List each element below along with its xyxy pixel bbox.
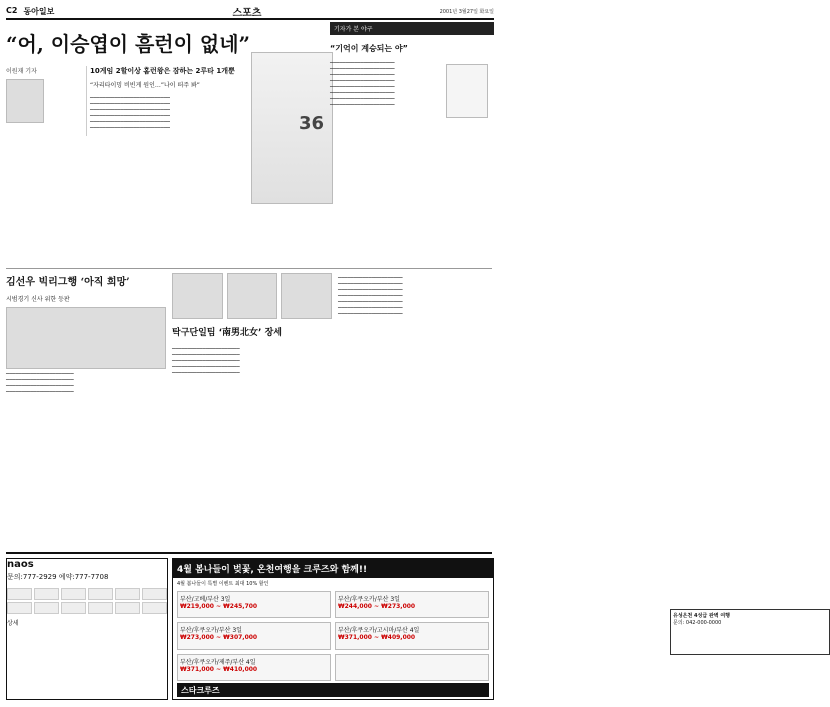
ad-grid-cell: [88, 602, 113, 614]
header-left: [6, 6, 54, 17]
section1-body: ▁▁▁▁▁▁▁▁▁▁▁▁▁▁▁▁▁▁▁▁▁▁ ▁▁▁▁▁▁▁▁▁▁▁▁▁▁▁▁▁▁▁▁▁▁ ▁▁▁▁▁▁▁▁▁▁▁▁▁▁▁▁▁▁▁▁▁▁ ▁▁▁▁▁▁▁▁▁▁▁▁▁▁▁▁▁▁▁▁▁▁: [6, 369, 74, 392]
issue-date: 2001년 3월27일 화요일: [439, 8, 494, 15]
table-tennis-photos: [172, 273, 332, 319]
ad-block-5-price: ₩371,000 ~ ₩410,000: [180, 665, 258, 673]
mid-headline: 탁구단일팀 ‘南男北女’ 장세: [172, 328, 282, 338]
ad-grid-cell: [61, 602, 86, 614]
ad-grid-cell: [88, 588, 113, 600]
ad-left[interactable]: [6, 558, 168, 700]
ad-block-4-title: 부산/후쿠오카/고시마/부산 4일: [338, 627, 420, 635]
right-body: ▁▁▁▁▁▁▁▁▁▁▁▁▁▁▁▁▁▁▁▁▁ ▁▁▁▁▁▁▁▁▁▁▁▁▁▁▁▁▁▁▁▁▁ ▁▁▁▁▁▁▁▁▁▁▁▁▁▁▁▁▁▁▁▁▁ ▁▁▁▁▁▁▁▁▁▁▁▁▁▁▁▁▁▁▁▁▁ ▁▁▁▁▁▁▁▁▁▁▁▁▁▁▁▁▁▁▁▁▁ ▁▁▁▁▁▁▁▁▁▁▁▁▁▁▁▁▁▁▁▁▁ ▁▁▁▁▁▁▁▁▁▁▁▁▁▁▁▁▁▁▁▁▁ ▁▁▁▁▁▁▁▁▁▁▁▁▁▁▁▁▁▁▁▁▁: [330, 58, 395, 105]
ad-grid-cell: [34, 602, 59, 614]
ad-grid-cell: [61, 588, 86, 600]
ad-left-grid: [7, 588, 167, 614]
jersey-number-icon: 36: [298, 113, 324, 134]
section1-title: 김선우 빅리그행 ‘아직 희망’: [6, 277, 130, 288]
player-photo: [251, 52, 333, 204]
section1-photo: [6, 307, 166, 369]
small-ad-title: 유성온천 4성급 완벽 여행: [673, 613, 731, 619]
lead-kicker: 이원재 기자: [6, 68, 37, 75]
ad-grid-cell: [115, 602, 140, 614]
mid-body: ▁▁▁▁▁▁▁▁▁▁▁▁▁▁▁▁▁▁▁▁▁▁ ▁▁▁▁▁▁▁▁▁▁▁▁▁▁▁▁▁▁▁▁▁▁ ▁▁▁▁▁▁▁▁▁▁▁▁▁▁▁▁▁▁▁▁▁▁ ▁▁▁▁▁▁▁▁▁▁▁▁▁▁▁▁▁▁▁▁▁▁ ▁▁▁▁▁▁▁▁▁▁▁▁▁▁▁▁▁▁▁▁▁▁: [172, 344, 240, 373]
ad-block-6: [335, 654, 489, 681]
ad-right-sub: 4월 봄나들이 특별 이벤트 최대 10% 할인: [177, 581, 269, 587]
ad-block-5: [177, 654, 331, 681]
ad-grid-cell: [7, 588, 32, 600]
small-ad[interactable]: [670, 609, 830, 655]
ad-right-blocks: [177, 591, 489, 681]
page-header: [6, 4, 494, 20]
right-column: [330, 22, 494, 106]
ad-block-1: [177, 591, 331, 618]
lead-side: [6, 66, 87, 136]
ad-grid-cell: [142, 602, 167, 614]
photo-3: [281, 273, 332, 319]
right-quote: “기억이 계승되는 야”: [330, 44, 408, 53]
col-1: [6, 273, 166, 543]
ad-left-logo: naos: [7, 559, 34, 570]
lead-subhead: 10게임 2할이상 홈런왕은 잠하는 2루타 1개뿐: [90, 67, 235, 75]
ad-area: [6, 552, 492, 704]
ad-grid-cell: [142, 588, 167, 600]
ad-block-2-title: 부산/후쿠오카/부산 3일: [338, 596, 400, 603]
ad-block-1-price: ₩219,000 ~ ₩245,700: [180, 603, 258, 610]
top-story: [6, 22, 326, 262]
paper-name: 동아일보: [23, 6, 55, 16]
ad-block-4-price: ₩371,000 ~ ₩409,000: [338, 634, 416, 642]
photo-1: [172, 273, 223, 319]
ad-block-5-title: 부산/후쿠오카/제주/부산 4일: [180, 658, 256, 666]
main-headline: “어, 이승엽이 흠런이 없네”: [6, 32, 251, 56]
ad-right-footer: 스타크루즈: [177, 683, 489, 697]
section-title: 스포츠: [232, 7, 262, 19]
ad-right-banner: 4월 봄나들이 벚꽃, 온천여행을 크루즈와 함께!!: [173, 559, 493, 578]
ad-block-1-title: 부산/고베/부산 3일: [180, 596, 231, 603]
ad-grid-cell: [34, 588, 59, 600]
ad-grid-cell: [7, 602, 32, 614]
ad-block-2-price: ₩244,000 ~ ₩273,000: [338, 603, 416, 610]
ad-block-2: [335, 591, 489, 618]
right-box-title: 기자가 본 야구: [330, 22, 494, 35]
ad-block-4: [335, 622, 489, 649]
lead-text: [90, 66, 238, 129]
col-2: [172, 273, 332, 543]
ad-left-phone: 문의:777-2929 예약:777-7708: [7, 573, 109, 581]
ad-block-3: [177, 622, 331, 649]
small-ad-sub: 문의: 042-000-0000: [673, 620, 722, 626]
col3-body: ▁▁▁▁▁▁▁▁▁▁▁▁▁▁▁▁▁▁▁▁▁ ▁▁▁▁▁▁▁▁▁▁▁▁▁▁▁▁▁▁▁▁▁ ▁▁▁▁▁▁▁▁▁▁▁▁▁▁▁▁▁▁▁▁▁ ▁▁▁▁▁▁▁▁▁▁▁▁▁▁▁▁▁▁▁▁▁ ▁▁▁▁▁▁▁▁▁▁▁▁▁▁▁▁▁▁▁▁▁ ▁▁▁▁▁▁▁▁▁▁▁▁▁▁▁▁▁▁▁▁▁ ▁▁▁▁▁▁▁▁▁▁▁▁▁▁▁▁▁▁▁▁▁: [338, 273, 403, 314]
lead-body: ▁▁▁▁▁▁▁▁▁▁▁▁▁▁▁▁▁▁▁▁▁▁▁▁▁▁ ▁▁▁▁▁▁▁▁▁▁▁▁▁▁▁▁▁▁▁▁▁▁▁▁▁▁ ▁▁▁▁▁▁▁▁▁▁▁▁▁▁▁▁▁▁▁▁▁▁▁▁▁▁ ▁▁▁▁▁▁▁▁▁▁▁▁▁▁▁▁▁▁▁▁▁▁▁▁▁▁ ▁▁▁▁▁▁▁▁▁▁▁▁▁▁▁▁▁▁▁▁▁▁▁▁▁▁ ▁▁▁▁▁▁▁▁▁▁▁▁▁▁▁▁▁▁▁▁▁▁▁▁▁▁: [90, 93, 170, 128]
lead-subhead2: “자리타이밍 비빈게 원인…”나이 떠주 봐”: [90, 82, 200, 89]
lead-thumb: [6, 79, 44, 123]
ad-grid-cell: [115, 588, 140, 600]
photo-2: [227, 273, 278, 319]
ad-block-3-title: 부산/후쿠오카/부산 3일: [180, 627, 242, 635]
page-code: C2: [6, 5, 18, 15]
section1-sub: 시범경기 신사 위한 등판: [6, 296, 70, 303]
ad-right[interactable]: [172, 558, 494, 700]
columnist-portrait-icon: [446, 64, 488, 118]
ad-block-3-price: ₩273,000 ~ ₩307,000: [180, 634, 258, 642]
ad-left-note: 상세: [7, 620, 19, 627]
